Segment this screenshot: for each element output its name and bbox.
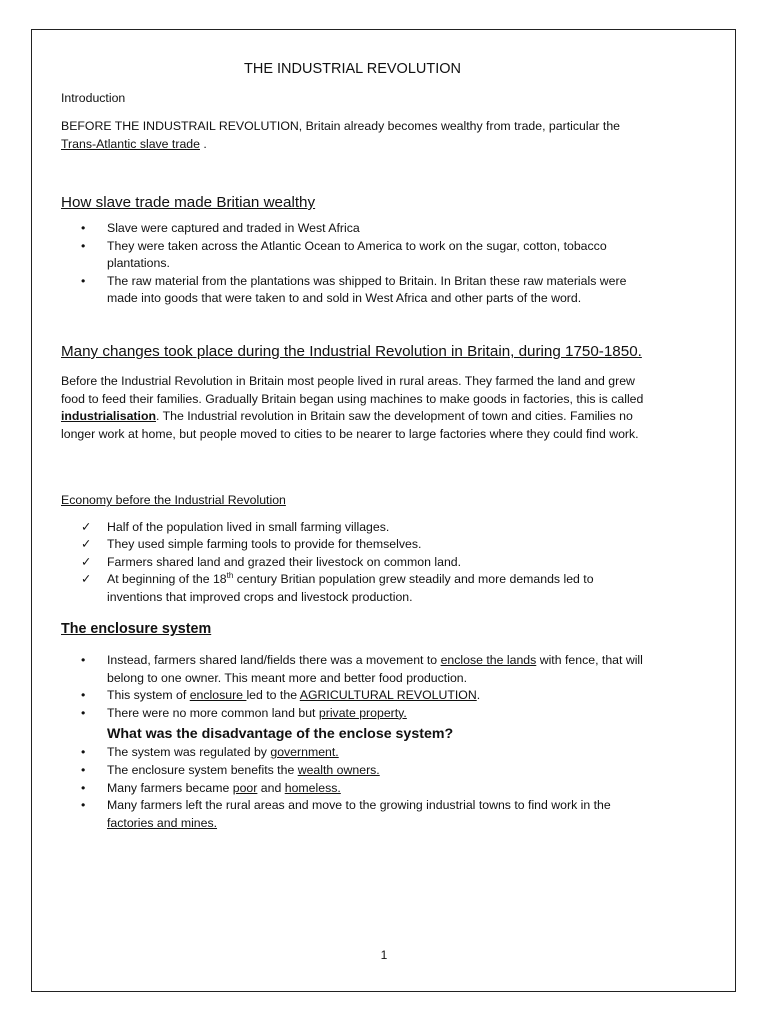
bullet-icon: • xyxy=(81,780,86,795)
paragraph-text: . The Industrial revolution in Britain saw the development of town and cities. Families no longer work at home, but people moved to cities to be nearer to large factories where they could find work. xyxy=(61,409,639,441)
list-item xyxy=(61,554,651,572)
slave-trade-list xyxy=(61,220,651,308)
list-item-text: Many farmers left the rural areas and move to the growing industrial towns to find work in the xyxy=(107,798,611,813)
list-item xyxy=(61,780,651,798)
underlined-text: factories and mines. xyxy=(107,815,218,830)
list-item xyxy=(61,687,651,705)
list-item xyxy=(61,519,651,537)
list-item-text: led to the xyxy=(246,688,300,703)
paragraph-text: Before the Industrial Revolution in Britain most people lived in rural areas. They farmed the land and grew food to feed their families. Gradually Britain began using machines to make goods in factories, this is called xyxy=(61,374,644,406)
list-item-text: They used simple farming tools to provide for themselves. xyxy=(107,537,422,552)
bullet-icon: • xyxy=(81,273,86,288)
intro-text: BEFORE THE INDUSTRAIL REVOLUTION, Britain already becomes wealthy from trade, particular the xyxy=(61,119,621,133)
intro-label: Introduction xyxy=(61,91,126,105)
underlined-text: wealth owners. xyxy=(297,762,380,777)
list-item-text: with fence, that will belong to one owner. This meant more and better food production. xyxy=(107,653,643,685)
list-item-text: There were no more common land but xyxy=(107,705,319,720)
industrialisation-term: industrialisation xyxy=(61,409,156,424)
section-heading-changes: Many changes took place during the Industrial Revolution in Britain, during 1750-1850. xyxy=(61,343,642,360)
superscript: th xyxy=(226,571,234,581)
list-item xyxy=(61,220,651,238)
underlined-text: government. xyxy=(270,745,339,760)
list-item-text: The raw material from the plantations was shipped to Britain. In Britan these raw materials were made into goods that were taken to and sold in West Africa and other parts of the word. xyxy=(107,273,627,306)
list-item-text: . xyxy=(476,688,481,703)
list-item-text: The system was regulated by xyxy=(107,745,271,760)
intro-paragraph xyxy=(61,118,651,153)
underlined-text: private property. xyxy=(318,705,407,720)
list-item-text: At beginning of the 18 xyxy=(107,572,227,587)
bullet-icon: • xyxy=(81,798,86,813)
list-item xyxy=(61,238,651,273)
underlined-text: enclosure xyxy=(189,688,247,703)
document-title: THE INDUSTRIAL REVOLUTION xyxy=(244,61,461,77)
section-changes xyxy=(61,341,651,443)
check-icon: ✓ xyxy=(81,537,92,552)
list-item-text: Half of the population lived in small farming villages. xyxy=(107,519,390,534)
economy-list xyxy=(61,519,651,607)
check-icon: ✓ xyxy=(81,519,92,534)
bullet-icon: • xyxy=(81,745,86,760)
check-icon: ✓ xyxy=(81,572,92,587)
underlined-text: homeless. xyxy=(284,780,341,795)
bullet-icon: • xyxy=(81,653,86,667)
list-item-text: Instead, farmers shared land/fields there was a movement to xyxy=(107,653,441,667)
underlined-text: enclose the lands xyxy=(440,653,537,667)
list-item-text: Many farmers became xyxy=(107,780,233,795)
list-item xyxy=(61,571,651,606)
disadvantage-list xyxy=(61,744,651,832)
list-item xyxy=(61,744,651,762)
underlined-text: AGRICULTURAL REVOLUTION xyxy=(299,688,477,703)
list-item xyxy=(61,536,651,554)
list-item-text: Slave were captured and traded in West Africa xyxy=(107,221,360,235)
enclosure-heading: The enclosure system xyxy=(61,621,212,637)
economy-heading: Economy before the Industrial Revolution xyxy=(61,493,286,507)
bullet-icon: • xyxy=(81,762,86,777)
list-item xyxy=(61,652,651,687)
bullet-icon: • xyxy=(81,705,86,720)
list-item xyxy=(61,705,651,723)
section-heading-slave-trade: How slave trade made Britian wealthy xyxy=(61,194,316,211)
list-item-text: and xyxy=(257,780,285,795)
list-item-text: Farmers shared land and grazed their livestock on common land. xyxy=(107,554,462,569)
section-enclosure xyxy=(61,619,651,832)
section-economy xyxy=(61,492,651,607)
list-item-text: century Britian population grew steadily and more demands led to inventions that improved crops and livestock production. xyxy=(107,572,594,604)
underlined-text: poor xyxy=(232,780,258,795)
bullet-icon: • xyxy=(81,221,86,235)
check-icon: ✓ xyxy=(81,554,92,569)
list-item-text: This system of xyxy=(107,688,190,703)
list-item xyxy=(61,762,651,780)
changes-paragraph xyxy=(61,373,651,443)
page-number: 1 xyxy=(380,948,388,962)
list-item-text: The enclosure system benefits the xyxy=(107,762,298,777)
enclosure-list xyxy=(61,652,651,722)
trans-atlantic-link-text: Trans-Atlantic slave trade xyxy=(61,136,200,151)
list-item xyxy=(61,273,651,308)
list-item xyxy=(61,797,651,832)
intro-suffix: . xyxy=(199,136,207,151)
disadvantage-subheading: What was the disadvantage of the enclose system? xyxy=(107,726,454,743)
list-item-text: They were taken across the Atlantic Ocean to America to work on the sugar, cotton, tobacco plantations. xyxy=(107,238,607,271)
bullet-icon: • xyxy=(81,688,86,703)
bullet-icon: • xyxy=(81,238,86,253)
section-slave-trade xyxy=(61,192,651,308)
